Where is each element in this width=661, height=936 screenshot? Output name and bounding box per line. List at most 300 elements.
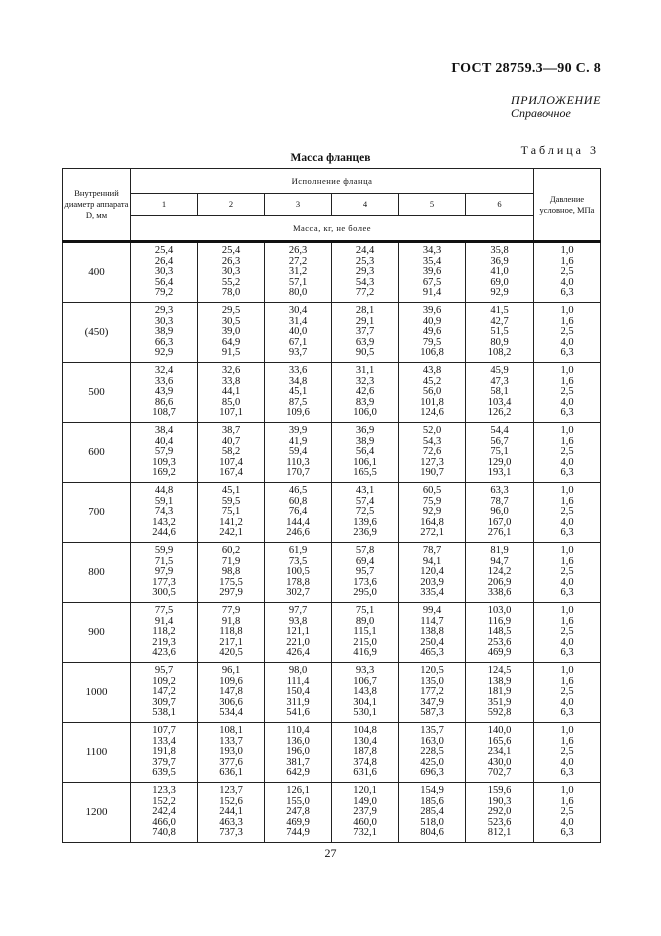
mass-cell: [265, 303, 332, 363]
mass-value: 147,8: [219, 686, 243, 698]
mass-value: 36,9: [355, 425, 375, 437]
pressure-value: 4,0: [560, 816, 574, 828]
mass-value: 25,4: [221, 245, 241, 257]
mass-value: 127,3: [420, 456, 444, 468]
mass-value: 31,1: [355, 365, 375, 377]
mass-value: 143,8: [353, 686, 377, 698]
mass-cell: [399, 483, 466, 543]
mass-value: 106,1: [353, 456, 377, 468]
mass-value: 103,4: [487, 396, 512, 408]
mass-cell: [265, 363, 332, 423]
mass-value: 59,9: [154, 545, 174, 557]
mass-value: 93,8: [288, 615, 308, 627]
mass-value: 115,1: [353, 626, 377, 638]
mass-value: 187,8: [353, 746, 377, 758]
mass-value: 304,1: [353, 696, 377, 708]
mass-value: 96,1: [221, 665, 241, 677]
mass-value: 123,3: [152, 785, 176, 797]
mass-value: 31,2: [288, 266, 308, 278]
pressure-value: 1,0: [560, 365, 574, 377]
flange-mass-table: [62, 168, 601, 843]
mass-cell: [399, 783, 466, 843]
mass-value: 29,1: [355, 315, 375, 327]
mass-value: 253,6: [487, 636, 512, 648]
mass-value: 29,5: [221, 305, 241, 317]
pressure-value: 1,6: [560, 795, 574, 807]
mass-cell: [466, 603, 534, 663]
mass-value: 120,4: [420, 566, 444, 578]
pressure-value: 1,6: [560, 375, 574, 387]
pressure-value: 4,0: [560, 276, 574, 288]
mass-value: 30,3: [154, 266, 174, 278]
mass-cell: [198, 363, 265, 423]
mass-value: 530,1: [353, 707, 377, 719]
mass-value: 120,1: [353, 785, 377, 797]
mass-cell: [399, 543, 466, 603]
mass-value: 300,5: [152, 587, 176, 599]
mass-value: 108,1: [219, 725, 243, 737]
mass-value: 109,2: [152, 675, 176, 687]
mass-value: 129,0: [487, 456, 512, 468]
mass-value: 66,3: [154, 336, 174, 348]
mass-value: 155,0: [286, 795, 310, 807]
mass-value: 55,2: [221, 276, 241, 288]
diameter-cell: 700: [63, 483, 131, 543]
mass-value: 78,7: [422, 545, 442, 557]
mass-value: 100,5: [286, 566, 310, 578]
mass-value: 108,7: [152, 407, 176, 419]
appendix-block: [511, 94, 601, 120]
mass-cell: [131, 723, 198, 783]
mass-value: 40,9: [422, 315, 442, 327]
execution-column-header: Исполнение фланца: [131, 169, 534, 194]
mass-value: 123,7: [219, 785, 243, 797]
mass-value: 154,9: [420, 785, 444, 797]
pressure-cell: [534, 543, 601, 603]
mass-cell: [131, 783, 198, 843]
mass-value: 234,1: [487, 746, 512, 758]
mass-value: 247,8: [286, 806, 310, 818]
pressure-value: 2,5: [560, 506, 574, 518]
pressure-cell: [534, 723, 601, 783]
mass-value: 420,5: [219, 647, 243, 659]
pressure-value: 6,3: [560, 647, 574, 659]
pressure-value: 1,6: [560, 315, 574, 327]
pressure-value: 4,0: [560, 636, 574, 648]
mass-value: 56,4: [154, 276, 174, 288]
mass-value: 311,9: [286, 696, 310, 708]
mass-value: 31,4: [288, 315, 308, 327]
mass-value: 57,9: [154, 446, 174, 458]
mass-value: 39,9: [288, 425, 308, 437]
mass-value: 190,7: [420, 467, 444, 479]
mass-value: 285,4: [420, 806, 444, 818]
mass-cell: [399, 303, 466, 363]
pressure-value: 1,0: [560, 485, 574, 497]
mass-value: 92,9: [154, 347, 174, 359]
mass-value: 79,2: [154, 287, 174, 299]
table-title: Масса фланцев: [290, 152, 371, 164]
mass-value: 86,6: [154, 396, 174, 408]
mass-value: 38,9: [355, 435, 375, 447]
mass-value: 27,2: [288, 255, 308, 267]
mass-value: 135,7: [420, 725, 444, 737]
mass-value: 92,9: [422, 506, 442, 518]
mass-cell: [466, 303, 534, 363]
mass-value: 538,1: [152, 707, 176, 719]
mass-value: 130,4: [353, 735, 377, 747]
pressure-value: 1,0: [560, 605, 574, 617]
mass-cell: [265, 603, 332, 663]
mass-value: 76,4: [288, 506, 308, 518]
mass-value: 740,8: [152, 827, 176, 839]
table-row: [63, 783, 601, 843]
mass-value: 95,7: [355, 566, 375, 578]
mass-value: 41,9: [288, 435, 308, 447]
mass-value: 133,7: [219, 735, 243, 747]
mass-value: 374,8: [353, 756, 377, 768]
mass-value: 165,5: [353, 467, 377, 479]
mass-value: 26,4: [154, 255, 174, 267]
pressure-value: 1,6: [560, 255, 574, 267]
mass-value: 152,6: [219, 795, 243, 807]
mass-value: 59,5: [221, 495, 241, 507]
mass-value: 59,4: [288, 446, 308, 458]
mass-value: 60,5: [422, 485, 442, 497]
diameter-cell: 900: [63, 603, 131, 663]
mass-value: 138,9: [487, 675, 512, 687]
mass-value: 40,0: [288, 326, 308, 338]
mass-cell: [265, 723, 332, 783]
mass-cell: [198, 483, 265, 543]
mass-value: 45,2: [422, 375, 442, 387]
mass-cell: [332, 723, 399, 783]
mass-value: 107,1: [219, 407, 243, 419]
pressure-value: 4,0: [560, 456, 574, 468]
mass-value: 41,5: [490, 305, 509, 317]
mass-value: 54,3: [355, 276, 375, 288]
mass-value: 56,4: [355, 446, 375, 458]
mass-value: 47,3: [490, 375, 509, 387]
mass-value: 25,3: [355, 255, 375, 267]
mass-value: 44,1: [221, 386, 241, 398]
mass-value: 80,9: [490, 336, 509, 348]
mass-value: 91,4: [422, 287, 442, 299]
mass-value: 114,7: [420, 615, 444, 627]
mass-value: 228,5: [420, 746, 444, 758]
mass-value: 106,7: [353, 675, 377, 687]
mass-value: 106,0: [353, 407, 377, 419]
mass-value: 38,7: [221, 425, 241, 437]
pressure-cell: [534, 483, 601, 543]
mass-cell: [198, 303, 265, 363]
pressure-value: 4,0: [560, 516, 574, 528]
mass-value: 33,6: [154, 375, 174, 387]
mass-value: 144,4: [286, 516, 310, 528]
mass-value: 165,6: [487, 735, 512, 747]
mass-value: 58,2: [221, 446, 241, 458]
mass-value: 56,7: [490, 435, 509, 447]
mass-value: 812,1: [487, 827, 512, 839]
mass-value: 75,1: [490, 446, 509, 458]
mass-cell: [131, 363, 198, 423]
mass-value: 57,4: [355, 495, 375, 507]
pressure-value: 2,5: [560, 746, 574, 758]
mass-cell: [198, 783, 265, 843]
mass-value: 42,7: [490, 315, 509, 327]
mass-value: 79,5: [422, 336, 442, 348]
mass-value: 92,9: [490, 287, 509, 299]
mass-value: 45,9: [490, 365, 509, 377]
pressure-column-header: Давление условное, МПа: [534, 169, 601, 242]
mass-value: 147,2: [152, 686, 176, 698]
mass-value: 103,0: [487, 605, 512, 617]
diameter-column-header: Внутренний диаметр аппарата D, мм: [63, 169, 131, 242]
mass-value: 163,0: [420, 735, 444, 747]
mass-value: 43,9: [154, 386, 174, 398]
mass-cell: [131, 663, 198, 723]
table-number: Таблица 3: [520, 143, 599, 157]
mass-value: 75,9: [422, 495, 442, 507]
mass-value: 97,7: [288, 605, 308, 617]
mass-value: 732,1: [353, 827, 377, 839]
mass-value: 41,0: [490, 266, 509, 278]
pressure-value: 2,5: [560, 626, 574, 638]
execution-number: 6: [466, 194, 534, 216]
mass-value: 587,3: [420, 707, 444, 719]
mass-value: 423,6: [152, 647, 176, 659]
table-body: [63, 242, 601, 843]
pressure-value: 2,5: [560, 386, 574, 398]
mass-value: 631,6: [353, 767, 377, 779]
mass-value: 133,4: [152, 735, 176, 747]
mass-cell: [265, 783, 332, 843]
mass-value: 77,2: [355, 287, 375, 299]
mass-value: 120,5: [420, 665, 444, 677]
mass-value: 219,3: [152, 636, 176, 648]
pressure-value: 6,3: [560, 407, 574, 419]
pressure-value: 6,3: [560, 527, 574, 539]
mass-value: 804,6: [420, 827, 444, 839]
mass-value: 51,5: [490, 326, 509, 338]
mass-value: 124,2: [487, 566, 512, 578]
mass-value: 523,6: [487, 816, 512, 828]
mass-value: 297,9: [219, 587, 243, 599]
mass-cell: [131, 303, 198, 363]
mass-value: 744,9: [286, 827, 310, 839]
mass-value: 39,6: [422, 266, 442, 278]
mass-cell: [332, 423, 399, 483]
mass-value: 215,0: [353, 636, 377, 648]
mass-value: 59,1: [154, 495, 174, 507]
pressure-value: 6,3: [560, 347, 574, 359]
mass-cell: [466, 723, 534, 783]
mass-value: 541,6: [286, 707, 310, 719]
mass-value: 639,5: [152, 767, 176, 779]
mass-cell: [466, 423, 534, 483]
mass-value: 193,1: [487, 467, 512, 479]
pressure-value: 2,5: [560, 326, 574, 338]
mass-value: 63,9: [355, 336, 375, 348]
table-row: [63, 423, 601, 483]
pressure-value: 6,3: [560, 707, 574, 719]
diameter-cell: 1200: [63, 783, 131, 843]
mass-value: 118,8: [219, 626, 243, 638]
mass-value: 89,0: [355, 615, 375, 627]
mass-cell: [399, 242, 466, 303]
mass-value: 91,5: [221, 347, 241, 359]
mass-value: 244,6: [152, 527, 176, 539]
pressure-value: 1,6: [560, 435, 574, 447]
mass-value: 57,1: [288, 276, 308, 288]
mass-value: 193,0: [219, 746, 243, 758]
mass-value: 72,5: [355, 506, 375, 518]
mass-value: 250,4: [420, 636, 444, 648]
mass-value: 93,7: [288, 347, 308, 359]
diameter-cell: 1100: [63, 723, 131, 783]
mass-value: 37,7: [355, 326, 375, 338]
mass-value: 534,4: [219, 707, 243, 719]
mass-value: 126,2: [487, 407, 512, 419]
mass-value: 242,1: [219, 527, 243, 539]
mass-cell: [332, 603, 399, 663]
mass-value: 49,6: [422, 326, 442, 338]
pressure-value: 4,0: [560, 756, 574, 768]
mass-cell: [131, 242, 198, 303]
diameter-cell: (450): [63, 303, 131, 363]
mass-value: 169,2: [152, 467, 176, 479]
mass-cell: [332, 363, 399, 423]
mass-value: 107,4: [219, 456, 243, 468]
mass-cell: [131, 423, 198, 483]
mass-value: 39,6: [422, 305, 442, 317]
pressure-cell: [534, 603, 601, 663]
mass-value: 44,8: [154, 485, 174, 497]
mass-value: 101,8: [420, 396, 444, 408]
mass-value: 181,9: [487, 686, 512, 698]
mass-value: 190,3: [487, 795, 512, 807]
mass-value: 469,9: [286, 816, 310, 828]
appendix-label: ПРИЛОЖЕНИЕ: [511, 93, 601, 107]
mass-cell: [466, 363, 534, 423]
mass-value: 206,9: [487, 576, 512, 588]
mass-value: 185,6: [420, 795, 444, 807]
mass-cell: [332, 663, 399, 723]
mass-value: 136,0: [286, 735, 310, 747]
mass-value: 38,4: [154, 425, 174, 437]
mass-value: 425,0: [420, 756, 444, 768]
pressure-value: 4,0: [560, 576, 574, 588]
mass-value: 149,0: [353, 795, 377, 807]
mass-value: 118,2: [152, 626, 176, 638]
mass-value: 78,0: [221, 287, 241, 299]
mass-cell: [332, 483, 399, 543]
mass-value: 40,4: [154, 435, 174, 447]
mass-value: 91,4: [154, 615, 174, 627]
mass-cell: [399, 423, 466, 483]
mass-value: 42,6: [355, 386, 375, 398]
mass-value: 338,6: [487, 587, 512, 599]
mass-value: 191,8: [152, 746, 176, 758]
pressure-value: 1,6: [560, 675, 574, 687]
mass-value: 34,3: [422, 245, 442, 257]
mass-value: 244,1: [219, 806, 243, 818]
mass-value: 152,2: [152, 795, 176, 807]
mass-value: 91,8: [221, 615, 241, 627]
mass-cell: [265, 242, 332, 303]
mass-cell: [332, 242, 399, 303]
mass-value: 175,5: [219, 576, 243, 588]
mass-value: 177,3: [152, 576, 176, 588]
mass-value: 109,6: [286, 407, 310, 419]
mass-value: 34,8: [288, 375, 308, 387]
pressure-value: 2,5: [560, 446, 574, 458]
mass-value: 426,4: [286, 647, 310, 659]
mass-value: 28,1: [355, 305, 375, 317]
mass-cell: [466, 242, 534, 303]
pressure-value: 1,6: [560, 735, 574, 747]
mass-value: 351,9: [487, 696, 512, 708]
mass-value: 116,9: [487, 615, 512, 627]
table-row: [63, 483, 601, 543]
pressure-cell: [534, 423, 601, 483]
pressure-value: 2,5: [560, 806, 574, 818]
pressure-value: 1,0: [560, 305, 574, 317]
mass-value: 141,2: [219, 516, 243, 528]
mass-value: 242,4: [152, 806, 176, 818]
mass-value: 335,4: [420, 587, 444, 599]
diameter-cell: 1000: [63, 663, 131, 723]
mass-value: 46,5: [288, 485, 308, 497]
mass-value: 30,3: [221, 266, 241, 278]
execution-number: 5: [399, 194, 466, 216]
pressure-value: 2,5: [560, 566, 574, 578]
mass-value: 30,4: [288, 305, 308, 317]
mass-value: 74,3: [154, 506, 174, 518]
pressure-value: 1,0: [560, 785, 574, 797]
mass-value: 124,5: [487, 665, 512, 677]
mass-value: 85,0: [221, 396, 241, 408]
mass-value: 381,7: [286, 756, 310, 768]
mass-value: 148,5: [487, 626, 512, 638]
mass-value: 98,8: [221, 566, 241, 578]
mass-cell: [332, 783, 399, 843]
mass-value: 140,0: [487, 725, 512, 737]
mass-value: 77,9: [221, 605, 241, 617]
pressure-cell: [534, 363, 601, 423]
pressure-value: 6,3: [560, 587, 574, 599]
mass-value: 26,3: [221, 255, 241, 267]
table-row: [63, 363, 601, 423]
mass-value: 167,0: [487, 516, 512, 528]
pressure-value: 2,5: [560, 266, 574, 278]
mass-value: 302,7: [286, 587, 310, 599]
mass-value: 196,0: [286, 746, 310, 758]
mass-value: 167,4: [219, 467, 243, 479]
mass-value: 109,3: [152, 456, 176, 468]
mass-value: 94,7: [490, 555, 509, 567]
mass-value: 99,4: [422, 605, 442, 617]
execution-number: 4: [332, 194, 399, 216]
table-row: [63, 723, 601, 783]
mass-value: 83,9: [355, 396, 375, 408]
mass-value: 63,3: [490, 485, 509, 497]
mass-value: 38,9: [154, 326, 174, 338]
mass-cell: [131, 483, 198, 543]
mass-value: 237,9: [353, 806, 377, 818]
mass-value: 107,7: [152, 725, 176, 737]
mass-value: 110,4: [286, 725, 310, 737]
